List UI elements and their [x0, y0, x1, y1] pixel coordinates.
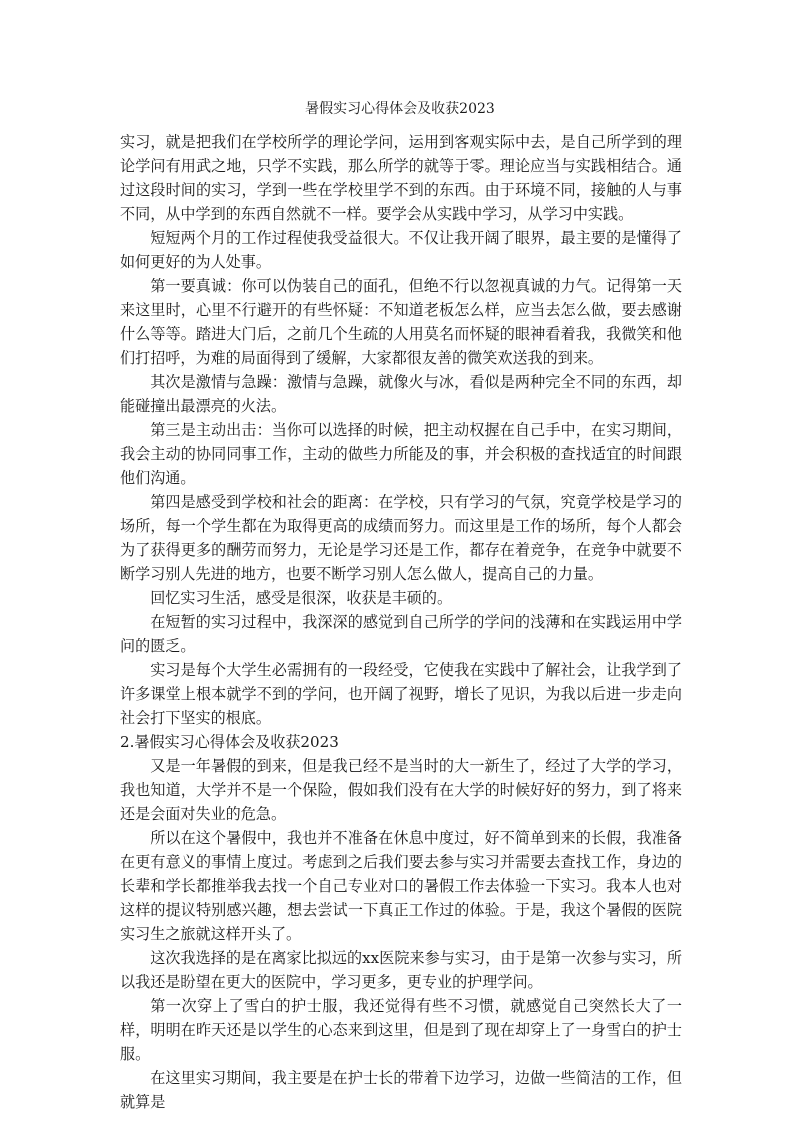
paragraph: 又是一年暑假的到来，但是我已经不是当时的大一新生了，经过了大学的学习，我也知道，大学并不是一个保险，假如我们没有在大学的时候好好的努力，到了将来还是会面对失业的危急。 — [120, 757, 682, 823]
paragraph: 在这里实习期间，我主要是在护士长的带着下边学习，边做一些简洁的工作，但就算是 — [120, 1069, 682, 1111]
paragraph: 实习，就是把我们在学校所学的理论学问，运用到客观实际中去，是自己所学到的理论学问有用武之地，只学不实践，那么所学的就等于零。理论应当与实践相结合。通过这段时间的实习，学到一些在学校里学不到的东西。由于环境不同，接触的人与事不同，从中学到的东西自然就不一样。要学会从实践中学习，从学习中实践。 — [120, 133, 682, 223]
paragraph: 回忆实习生活，感受是很深，收获是丰硕的。 — [150, 589, 453, 607]
paragraph: 实习是每个大学生必需拥有的一段经受，它使我在实践中了解社会，让我学到了许多课堂上根本就学不到的学问，也开阔了视野，增长了见识，为我以后进一步走向社会打下坚实的根底。 — [120, 661, 682, 727]
paragraph: 其次是激情与急躁：激情与急躁，就像火与冰，看似是两种完全不同的东西，却能碰撞出最漂亮的火法。 — [120, 373, 682, 415]
document-body — [120, 130, 682, 1114]
paragraph: 所以在这个暑假中，我也并不准备在休息中度过，好不简单到来的长假，我准备在更有意义的事情上度过。考虑到之后我们要去参与实习并需要去查找工作，身边的长辈和学长都推举我去找一个自己专业对口的暑假工作去体验一下实习。我本人也对这样的提议特别感兴趣，想去尝试一下真正工作过的体验。于是，我这个暑假的医院实习生之旅就这样开头了。 — [120, 829, 682, 943]
paragraph: 第一次穿上了雪白的护士服，我还觉得有些不习惯，就感觉自己突然长大了一样，明明在昨天还是以学生的心态来到这里，但是到了现在却穿上了一身雪白的护士服。 — [120, 997, 682, 1063]
paragraph: 这次我选择的是在离家比拟远的xx医院来参与实习，由于是第一次参与实习，所以我还是盼望在更大的医院中，学习更多，更专业的护理学问。 — [120, 949, 682, 991]
paragraph: 第三是主动出击：当你可以选择的时候，把主动权握在自己手中，在实习期间，我会主动的协同同事工作，主动的做些力所能及的事，并会积极的查找适宜的时间跟他们沟通。 — [120, 421, 682, 487]
paragraph: 在短暂的实习过程中，我深深的感觉到自己所学的学问的浅薄和在实践运用中学问的匮乏。 — [120, 613, 682, 655]
section-heading: 2.暑假实习心得体会及收获2023 — [120, 733, 339, 751]
document-title: 暑假实习心得体会及收获2023 — [305, 101, 495, 117]
paragraph: 第一要真诚：你可以伪装自己的面孔，但绝不行以忽视真诚的力气。记得第一天来这里时，心里不行避开的有些怀疑：不知道老板怎么样，应当去怎么做，要去感谢什么等等。踏进大门后，之前几个生疏的人用莫名而怀疑的眼神看着我，我微笑和他们打招呼，为难的局面得到了缓解，大家都很友善的微笑欢送我的到来。 — [120, 277, 682, 367]
paragraph: 第四是感受到学校和社会的距离：在学校，只有学习的气氛，究竟学校是学习的场所，每一个学生都在为取得更高的成绩而努力。而这里是工作的场所，每个人都会为了获得更多的酬劳而努力，无论是学习还是工作，都存在着竞争，在竞争中就要不断学习别人先进的地方，也要不断学习别人怎么做人，提高自己的力量。 — [120, 493, 682, 583]
paragraph: 短短两个月的工作过程使我受益很大。不仅让我开阔了眼界，最主要的是懂得了如何更好的为人处事。 — [120, 229, 682, 271]
